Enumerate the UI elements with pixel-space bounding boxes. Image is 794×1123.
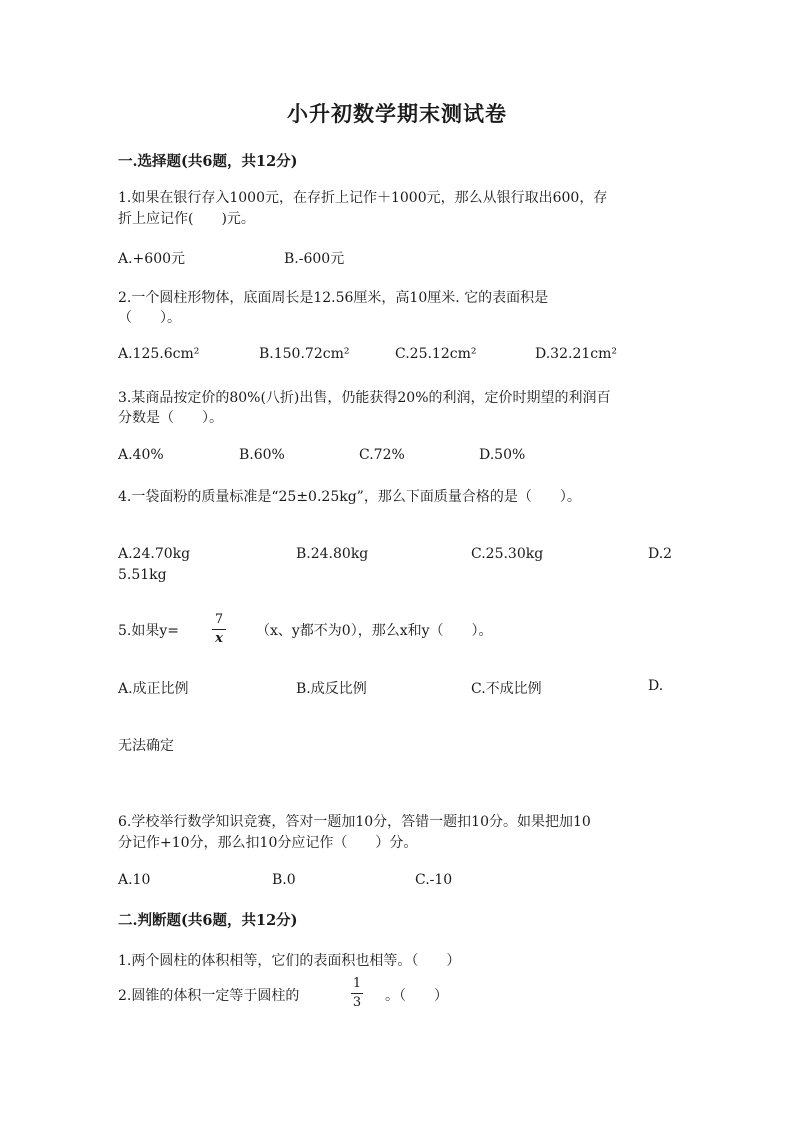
question-4-option-d-wrap: 5.51kg xyxy=(118,567,167,583)
question-6-line2: 分记作+10分，那么扣10分应记作（ ）分。 xyxy=(118,835,418,851)
fraction-numerator: 7 xyxy=(214,612,224,627)
question-2-option-a: A.125.6cm² xyxy=(118,346,200,362)
question-1-option-a: A.+600元 xyxy=(118,251,186,267)
question-2-option-d: D.32.21cm² xyxy=(535,346,617,362)
section-heading-judgment: 二.判断题(共6题，共12分) xyxy=(118,912,298,929)
fraction-denominator: 3 xyxy=(352,995,362,1010)
fraction-numerator: 1 xyxy=(352,976,362,991)
judgment-2-prefix: 2.圆锥的体积一定等于圆柱的 xyxy=(118,988,300,1004)
question-3-option-a: A.40% xyxy=(118,447,164,463)
question-3-line1: 3.某商品按定价的80%(八折)出售，仍能获得20%的利润，定价时期望的利润百 xyxy=(118,390,611,406)
question-2-line1: 2.一个圆柱形物体，底面周长是12.56厘米，高10厘米. 它的表面积是 xyxy=(118,290,549,306)
question-5-fraction xyxy=(212,613,226,646)
question-3-option-d: D.50% xyxy=(479,447,526,463)
question-6-line1: 6.学校举行数学知识竞赛，答对一题加10分，答错一题扣10分。如果把加10 xyxy=(118,814,591,830)
question-5-suffix: （x、y都不为0），那么x和y（ ）。 xyxy=(256,623,493,639)
question-4-option-b: B.24.80kg xyxy=(296,546,369,562)
question-5-option-d-wrap: 无法确定 xyxy=(118,738,174,754)
question-2-option-b: B.150.72cm² xyxy=(259,346,350,362)
question-4-option-d: D.2 xyxy=(648,546,673,562)
question-3-option-c: C.72% xyxy=(359,447,405,463)
question-5-option-d: D. xyxy=(648,678,664,694)
question-3-line2: 分数是（ ）。 xyxy=(118,410,223,426)
question-4-option-c: C.25.30kg xyxy=(471,546,544,562)
judgment-1: 1.两个圆柱的体积相等，它们的表面积也相等。（ ） xyxy=(118,953,461,969)
question-6-option-b: B.0 xyxy=(272,872,296,888)
question-5-option-b: B.成反比例 xyxy=(296,681,367,697)
question-6-option-a: A.10 xyxy=(118,872,151,888)
question-5-prefix: 5.如果y= xyxy=(118,623,179,639)
question-1-line1: 1.如果在银行存入1000元，在存折上记作＋1000元，那么从银行取出600，存 xyxy=(118,190,608,206)
question-2-option-c: C.25.12cm² xyxy=(395,346,477,362)
section-heading-choice: 一.选择题(共6题，共12分) xyxy=(118,153,298,170)
question-6-option-c: C.-10 xyxy=(415,872,453,888)
question-5-option-a: A.成正比例 xyxy=(118,681,189,697)
question-4-option-a: A.24.70kg xyxy=(118,546,191,562)
question-1-option-b: B.-600元 xyxy=(284,251,345,267)
question-5-option-c: C.不成比例 xyxy=(471,681,542,697)
question-4-line1: 4.一袋面粉的质量标准是“25±0.25kg”，那么下面质量合格的是（ ）。 xyxy=(118,489,581,505)
question-2-line2: （ ）。 xyxy=(118,310,181,326)
question-3-option-b: B.60% xyxy=(239,447,285,463)
fraction-denominator: x xyxy=(212,629,226,646)
judgment-2-fraction xyxy=(351,977,363,1010)
question-1-line2: 折上应记作( )元。 xyxy=(118,211,255,227)
judgment-2-suffix: 。（ ） xyxy=(385,988,448,1004)
page-title: 小升初数学期末测试卷 xyxy=(287,101,507,126)
